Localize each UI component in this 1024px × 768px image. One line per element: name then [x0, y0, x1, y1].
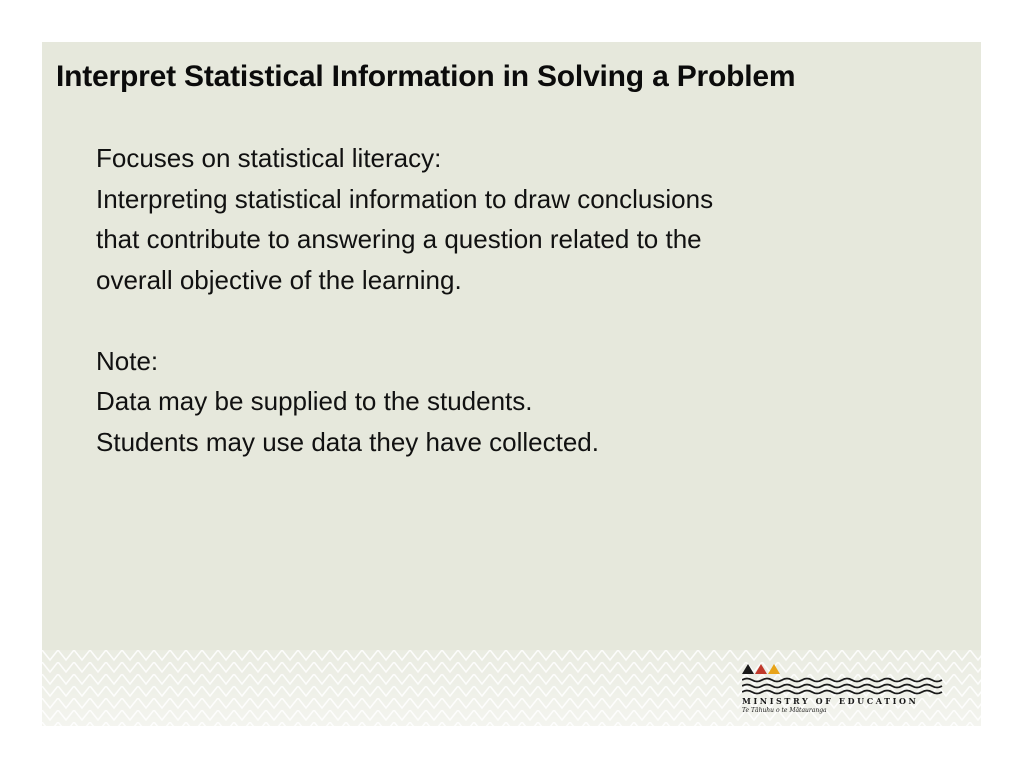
- body-line: Focuses on statistical literacy:: [96, 143, 442, 173]
- ministry-of-education-logo: [742, 662, 952, 718]
- body-line: Note:: [96, 345, 159, 376]
- logo-subtitle: Te Tāhuhu o te Mātauranga: [742, 707, 827, 714]
- logo-name: MINISTRY OF EDUCATION: [742, 696, 919, 706]
- slide-body: [96, 138, 896, 462]
- body-line: that contribute to answering a question related to the: [96, 224, 702, 254]
- body-line: overall objective of the learning.: [96, 264, 462, 295]
- slide: [42, 42, 981, 726]
- logo-mark-icon: [742, 662, 952, 696]
- blank-line: [96, 300, 896, 341]
- body-line: Data may be supplied to the students.: [96, 386, 533, 416]
- body-line: Interpreting statistical information to draw conclusions: [96, 183, 714, 214]
- slide-title: Interpret Statistical Information in Solving a Problem: [56, 60, 796, 93]
- body-line: Students may use data they have collected.: [96, 426, 599, 457]
